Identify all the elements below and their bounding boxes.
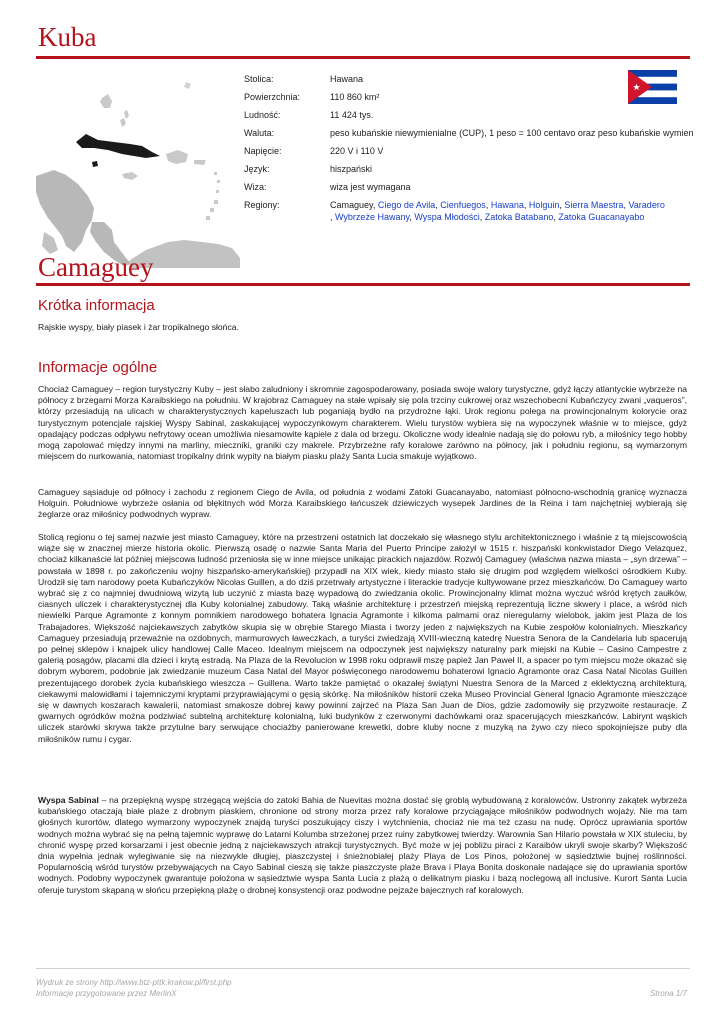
info-label: Ludność: bbox=[244, 110, 281, 120]
info-value: Hawana bbox=[330, 74, 364, 84]
footer-page-number: Strona 1/7 bbox=[650, 989, 687, 998]
info-value: 220 V i 110 V bbox=[330, 146, 384, 156]
region-current: Camaguey, bbox=[330, 200, 376, 210]
info-label: Napięcie: bbox=[244, 146, 282, 156]
region-link-hawana[interactable]: Hawana bbox=[490, 200, 524, 210]
info-row-regions bbox=[244, 199, 725, 223]
info-label: Język: bbox=[244, 164, 270, 174]
info-value: hiszpański bbox=[330, 164, 373, 174]
general-info-heading: Informacje ogólne bbox=[38, 359, 158, 376]
general-paragraph-3: Stolicą regionu o tej samej nazwie jest miasto Camaguey, które na przestrzeni ostatnich lat doczekało się własnego stylu architektonicznego i właśnie z tą miejscowością wiąże się w znacznej mierze historia okolic. Pierwszą osadę o nazwie Santa Maria del Puerto Principe założył w 1515 r. hiszpański konkwistador Diego Velazquez, chociaż kilkanaście lat później miejscowa ludność przeniosła się w inne miejsce unikając pirackich najazdów. Rozwój Camaguey (właściwa nazwa miasta – „syn drzewa” – powstała w 1898 r. po zakończeniu wojny hiszpańsko-amerykańskiej) przypadł na XIX wiek, kiedy miasto stało się drugim pod względem wielkości ośrodkiem Kuby. Urodził się tam narodowy poeta Kubańczyków Nicolas Guillen, a do dziś przetrwały artystyczne i literackie tradycje kultywowane przez mieszkańców. Do Camaguey warto wybrać się z co najmniej dwudniową wizytą lub uczynić z miasta bazę wypadową do zwiedzania okolic. Prowincjonalny klimat można wyczuć wśród krętych zaułków, ciasnych uliczek i charakterystycznej dla Kuby kolonialnej zabudowy. Taką właśnie architekturę i przestrzeń miejską reprezentują liczne skwery i place, a wśród nich niewielki Parque Agramonte z konnym pomnikiem narodowego bohatera Ignacia Agramonte i kilkoma palmami oraz nieregularny wielobok, jakim jest Plaza de los Trabajadores. Większość najciekawszych zabytków skupia się w obrębie Starego Miasta i tworzy jeden z największych na Kubie zespołów kolonialnych. Mieszkańcy Camaguey przesiadują przeważnie na ozdobnych, marmurowych ławeczkach, a turyści zwiedzają XVIII-wieczną katedrę Nuestra Senora de la Candelaria lub spacerują po pełnej sklepów i knajpek ulicy handlowej Calle Maceo. Idealnym miejscem na odpoczynek jest największy naturalny park miejski na Kubie – Casino Campestre z galerią posągów, placami dla dzieci i krytą estradą. Na Plaza de la Revolucion w 1998 roku odprawił mszę papież Jan Paweł II, a spacer po tym miejscu może okazać się dobrym wyborem, podobnie jak zwiedzanie muzeum Casa Natal del Mayor poświęconego narodowemu bohaterowi Ignacio Agramonte oraz Casa Natal Nicolas Guillen prezentującego dorobek życia kubańskiego wieszcza – Guillena. Warto także pamiętać o okazałej świątyni Nuestra Senora de la Marced z eklektyczną architekturą, ciekawymi malowidłami i tajemniczymi kryptami przyprawiającymi o gęsią skórkę. Na miłośników historii czeka Museo Provincial General Ignacio Agramonte mieszczące się w dawnych koszarach kawalerii, natomiast smakosze dobrej kawy powinni zajrzeć na Plaza San Juan de Dios, gdzie zadomowiły się przyzwoite restauracje. Z gwarnych ogródków można podziwiać subtelną architekturę kolonialną, luki budynków z czerwonymi dachówkami oraz spacerujących mieszkańców. Labirynt wąskich uliczek starówki skrywa także przytulne bary serwujące chociażby panierowane krewetki, dobre kluby nocne z muzyką na żywo czy nieco spokojniejsze puby dla miłośników rumu i cygar. bbox=[38, 532, 687, 744]
footer-source: Wydruk ze strony http://www.btz-pttk.krakow.pl/first.php bbox=[36, 978, 232, 987]
footer-rule bbox=[36, 968, 690, 969]
info-label: Powierzchnia: bbox=[244, 92, 301, 102]
section-title: Camaguey bbox=[38, 252, 154, 282]
general-paragraph-1: Chociaż Camaguey – region turystyczny Kuby – jest słabo zaludniony i skromnie zagospodarowany, posiada swoje walory turystyczne, gdyż łączy atlantyckie wybrzeże na północy z brzegami Morza Karaibskiego na południu. W krajobraz Camaguey na stałe wpisały się pola trzciny cukrowej oraz wszechobecni Kubańczycy zwani „vaqueros”, którzy przesiadują na ulicach w charakterystycznych kapeluszach lub poganiają bydło na przydrożne łąki. Urok regionu polega na prowincjonalnym kolorycie oraz turystycznym potencjale rajskiej Wyspy Sabinal, zaskakującej wypoczynkowym charakterem. Wielu turystów wybiera się na wypoczynek właśnie w to miejsce, gdyż opadający podczas odpływu nefrytowy ocean umożliwia niesamowite kąpiele z dala od brzegu. Okoliczne wody idealnie nadają się do połowu ryb, a miłośnicy tego hobby mogą zapolować między innymi na marliny, mieczniki, graniki czy makrele. Przybrzeżne rafy koralowe zarówno na północy, jak i południu regionu, są wymarzonym miejscem do nurkowania, natomiast tropikalny drink wypity na białym piasku plaży Santa Lucia smakuje wyjątkowo. bbox=[38, 384, 687, 462]
info-row-population bbox=[244, 109, 725, 121]
region-link-wybrzeze-hawany[interactable]: Wybrzeże Hawany bbox=[335, 212, 410, 222]
info-row-language bbox=[244, 163, 725, 175]
region-link-ciego-de-avila[interactable]: Ciego de Avila bbox=[377, 200, 436, 210]
region-link-wyspa-mlodosci[interactable]: Wyspa Młodości bbox=[414, 212, 480, 222]
footer-credit: Informacje przygotowane przez MerlinX bbox=[36, 989, 177, 998]
region-link-zatoka-batabano[interactable]: Zatoka Batabano bbox=[484, 212, 554, 222]
general-paragraph-4 bbox=[38, 795, 687, 896]
region-link-holguin[interactable]: Holguin bbox=[528, 200, 560, 210]
region-link-varadero[interactable]: Varadero bbox=[628, 200, 665, 210]
general-paragraph-2: Camaguey sąsiaduje od północy i zachodu z regionem Ciego de Avila, od południa z wodami Zatoki Guacanayabo, natomiast północno-wschodnią granicę wyznacza Holguin. Południowe wybrzeże osłania od błękitnych wód Morza Karaibskiego łańcuszek dziewiczych wysepek Jardines de la Reina i tam najchętniej wybierają się żeglarze oraz miłośnicy podwodnych wypraw. bbox=[38, 487, 687, 520]
region-link-cienfuegos[interactable]: Cienfuegos bbox=[440, 200, 486, 210]
caribbean-map bbox=[34, 72, 244, 268]
info-row-voltage bbox=[244, 145, 725, 157]
short-info-heading: Krótka informacja bbox=[38, 297, 155, 314]
sabinal-text: – na przepiękną wyspę strzegącą wejścia do zatoki Bahia de Nuevitas można dostać się groblą wybudowaną z koralowców. Ustronny zakątek wybrzeża kubańskiego otaczają białe plaże z drobnym piaskiem, chronione od strony morza przez rafy koralowe przyciągające miłośników podwodnych wojaży. Nie ma tam głośnych kurortów, dlatego wymarzony wypoczynek znajdą turyści poszukujący ciszy i wytchnienia, chociaż nie ma też czasu na nudę. Oprócz uprawiania sportów wodnych można wybrać się na pełną tajemnic wyprawę do Latarni Kolumba strzeżonej przez ruiny zabytkowej twierdzy. Warownia San Hilario powstała w XIX stuleciu, by chronić wyspę przed korsarzami i jest obecnie jedną z najciekawszych atrakcji turystycznych. Być może w jej pobliżu piraci z Karaibów ukryli swoje skarby? Większość dnia wypełnia jednak wylegiwanie się na niezwykle długiej, piaszczystej i śnieżnobiałej plaży Playa de Los Pinos, położonej w sąsiedztwie bujnej roślinności. Popularnością wśród turystów przebywających na Cayo Sabinal cieszą się także piaszczyste plaże Brava i Playa Bonita doskonale nadające się do uprawiania sportów wodnych. Podobny wypoczynek gwarantuje położona w sąsiedztwie wyspa Santa Lucia z plażą o delikatnym piasku i bazą noclegową all inclusive. Kurort Santa Lucia oferuje turystom skąpaną w słońcu przepiękną plażę o drobnej konsystencji oraz podwodne pejzaże bajecznych raf koralowych. bbox=[38, 795, 687, 895]
info-row-visa bbox=[244, 181, 725, 193]
title-rule bbox=[36, 56, 690, 59]
short-info-text: Rajskie wyspy, biały piasek i żar tropikalnego słońca. bbox=[38, 322, 239, 332]
info-value: wiza jest wymagana bbox=[330, 182, 411, 192]
info-label: Waluta: bbox=[244, 128, 275, 138]
info-value: 11 424 tys. bbox=[330, 110, 374, 120]
info-label: Regiony: bbox=[244, 200, 280, 210]
info-row-currency bbox=[244, 127, 725, 139]
info-label: Stolica: bbox=[244, 74, 274, 84]
region-link-zatoka-guacanayabo[interactable]: Zatoka Guacanayabo bbox=[558, 212, 645, 222]
region-link-sierra-maestra[interactable]: Sierra Maestra bbox=[564, 200, 624, 210]
regions-list: Camaguey, Ciego de Avila, Cienfuegos, Hawana, Holguin, Sierra Maestra, Varadero , Wybrzeże Hawany, Wyspa Młodości, Zatoka Batabano, Zatoka Guacanayabo bbox=[330, 200, 665, 222]
sabinal-bold: Wyspa Sabinal bbox=[38, 795, 99, 805]
page-title: Kuba bbox=[38, 22, 97, 52]
section-rule bbox=[36, 283, 690, 286]
info-label: Wiza: bbox=[244, 182, 267, 192]
cuba-flag bbox=[628, 70, 677, 104]
info-value: peso kubańskie niewymienialne (CUP), 1 peso = 100 centavo oraz peso kubańskie wymien bbox=[330, 128, 694, 138]
info-value: 110 860 km² bbox=[330, 92, 380, 102]
